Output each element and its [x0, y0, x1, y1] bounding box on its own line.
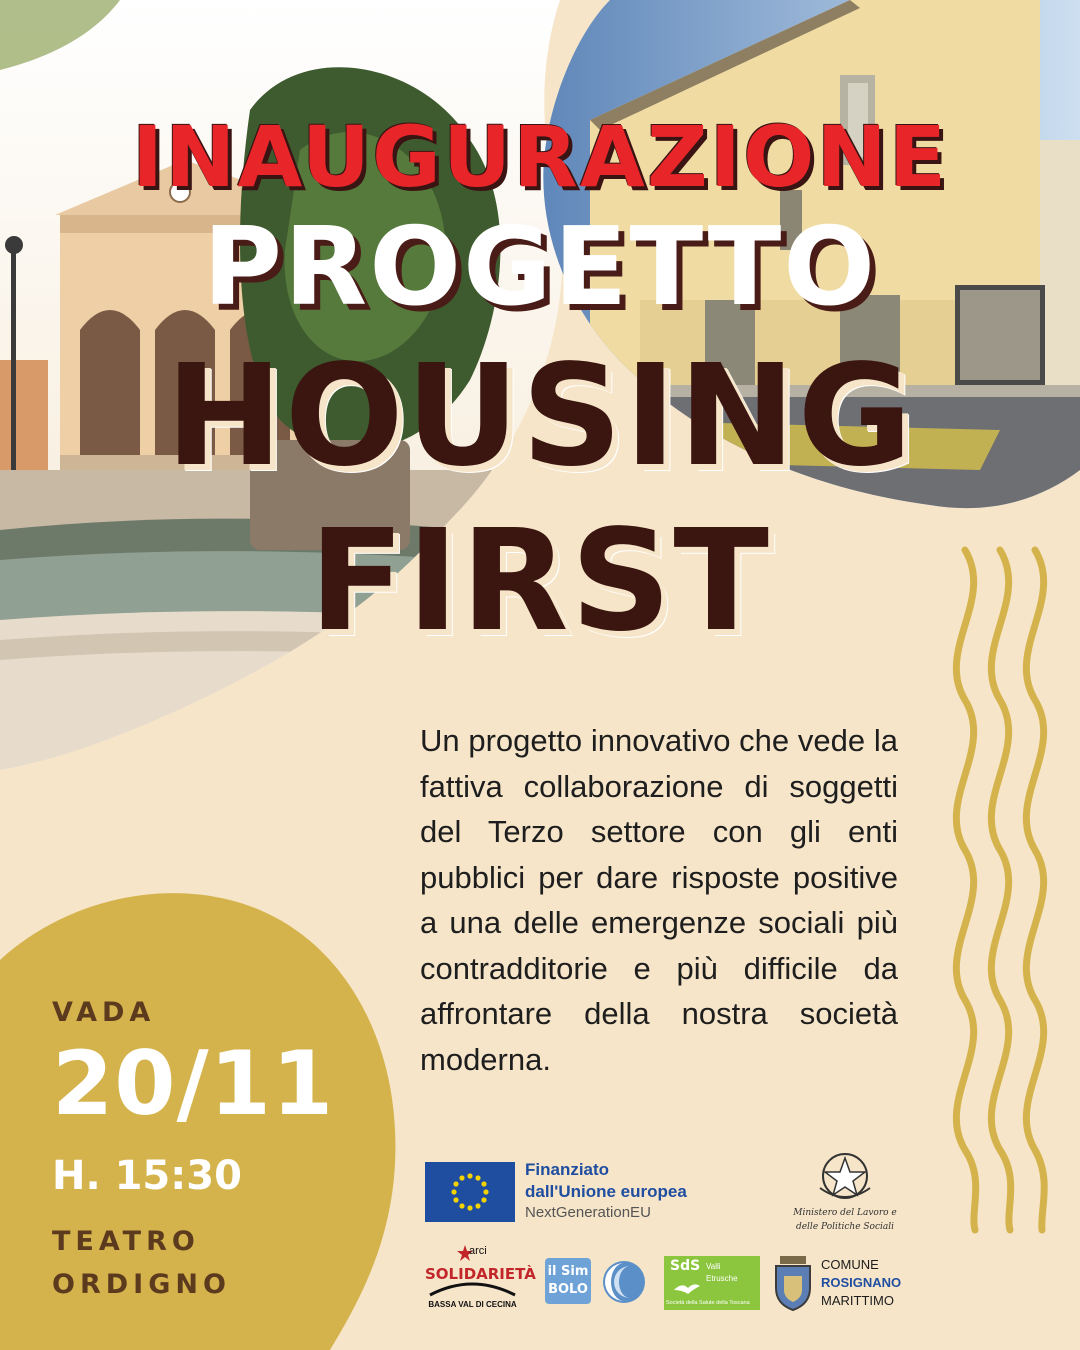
ministry-name-line2: delle Politiche Sociali	[795, 1222, 895, 1232]
eu-flag-icon	[425, 1162, 515, 1222]
title-first: FIRST	[309, 500, 771, 663]
event-venue-line2: ORDIGNO	[52, 1269, 231, 1300]
title-housing: HOUSING	[165, 335, 915, 498]
comune-line1: COMUNE	[821, 1257, 879, 1272]
comune-line2: ROSIGNANO	[821, 1275, 902, 1290]
arci-solidarieta-logo	[425, 1243, 536, 1315]
event-city: VADA	[52, 997, 156, 1028]
event-time: H. 15:30	[52, 1153, 242, 1199]
event-date: 20/11	[52, 1032, 335, 1135]
eu-text-line2: dall'Unione europea	[525, 1182, 687, 1201]
il-simbolo-logo	[545, 1258, 591, 1304]
comune-line3: MARITTIMO	[821, 1293, 894, 1308]
coat-of-arms-icon	[770, 1254, 816, 1312]
sds-name-line1: Valli	[706, 1262, 721, 1271]
project-description: Un progetto innovativo che vede la fattiva collaborazione di soggetti del Terzo settore con gli enti pubblici per dare risposte positive a una delle emergenze sociali più contradditorie e più difficile da affrontare della nostra società moderna.	[420, 723, 898, 1077]
sds-name-line2: Etrusche	[706, 1274, 738, 1283]
title-inaugurazione: INAUGURAZIONE	[131, 108, 949, 206]
italian-emblem-icon	[790, 1148, 900, 1208]
circle-logo-icon	[600, 1258, 648, 1306]
simbolo-line2: BOLO	[548, 1282, 588, 1297]
arci-top-text: arci	[469, 1245, 487, 1257]
eu-text-line3: NextGenerationEU	[525, 1204, 651, 1221]
eu-funding-logo	[425, 1162, 725, 1224]
title-progetto: PROGETTO	[202, 205, 878, 330]
simbolo-line1: il Sim	[547, 1264, 589, 1279]
sds-valli-etrusche-logo	[664, 1256, 760, 1310]
arci-subtitle: BASSA VAL DI CECINA	[428, 1300, 517, 1309]
arci-word: SOLIDARIETÀ	[425, 1265, 536, 1283]
event-venue-line1: TEATRO	[52, 1226, 200, 1257]
sds-abbr: SdS	[670, 1258, 701, 1274]
comune-rosignano-logo	[770, 1254, 920, 1314]
sds-full-name: Società della Salute della Toscana	[666, 1300, 750, 1306]
ministry-logo	[790, 1148, 900, 1243]
ministry-name-line1: Ministero del Lavoro e	[793, 1208, 897, 1218]
eu-text-line1: Finanziato	[525, 1160, 610, 1179]
bird-icon	[672, 1280, 702, 1296]
